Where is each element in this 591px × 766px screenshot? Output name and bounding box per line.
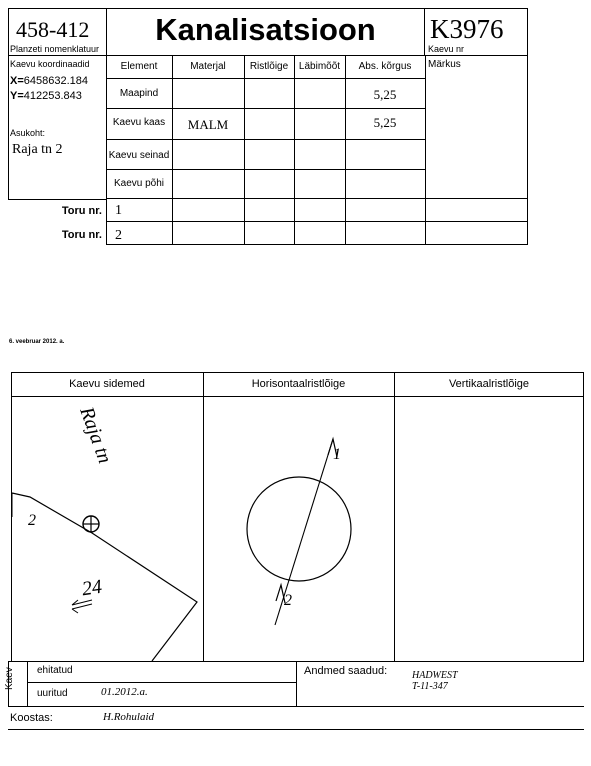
pipe-value: 1 <box>115 203 122 218</box>
sheet-number: 458-412 <box>16 17 90 42</box>
date-note: 6. veebruar 2012. a. <box>9 339 65 345</box>
row-element: Kaevu põhi <box>113 178 165 189</box>
table-row-divider <box>106 139 425 140</box>
col-header-material: Materjal <box>190 61 226 72</box>
col-header-remark: Märkus <box>428 59 461 70</box>
coords-caption: Kaevu koordinaadid <box>10 59 90 69</box>
pipe-label: Toru nr. <box>61 229 102 241</box>
footer-row-divider <box>27 682 297 683</box>
table-row-divider <box>106 198 528 199</box>
row-height: 5,25 <box>373 87 397 102</box>
well-number: K3976 <box>430 14 504 44</box>
pipe-1-label: 1 <box>333 446 341 463</box>
sketch-label-2: 2 <box>28 512 36 529</box>
sketch-street-label: Raja tn <box>75 404 116 467</box>
table-col-divider <box>345 55 346 245</box>
location-value: Raja tn 2 <box>12 142 63 157</box>
row-material: MALM <box>187 117 229 132</box>
surveyed-value: 01.2012.a. <box>101 686 148 698</box>
table-row-divider <box>106 108 425 109</box>
footer-side-divider <box>27 661 28 707</box>
footer-side-label: Kaev <box>4 667 15 690</box>
built-label: ehitatud <box>37 665 73 676</box>
col-header-section: Ristlõige <box>249 61 289 72</box>
data-source-code: T-11-347 <box>412 681 448 692</box>
row-element: Kaevu seinad <box>108 150 170 161</box>
well-circle <box>247 477 351 581</box>
sketch-label-24: 24 <box>80 575 104 601</box>
well-caption: Kaevu nr <box>428 44 465 54</box>
compiled-value: H.Rohulaid <box>103 711 155 723</box>
coord-x-label: X= <box>10 75 24 87</box>
panel-title-left: Kaevu sidemed <box>69 378 145 390</box>
table-col-divider <box>244 55 245 245</box>
row-element: Maapind <box>119 88 159 99</box>
col-header-abs-height: Abs. kõrgus <box>358 61 412 72</box>
building-outline <box>12 493 197 661</box>
coord-y-label: Y= <box>10 90 24 102</box>
location-caption: Asukoht: <box>10 128 46 138</box>
table-col-divider <box>425 55 426 245</box>
horizontal-section-sketch <box>204 397 393 661</box>
footer-bottom-line <box>8 729 584 730</box>
compiled-label: Koostas: <box>10 712 53 724</box>
table-row-divider <box>106 78 425 79</box>
entrance-arrow-icon <box>72 600 92 613</box>
pipe-value: 2 <box>115 228 122 243</box>
data-source-value: HADWEST <box>412 670 458 681</box>
coord-x-value: 6458632.184 <box>23 75 88 87</box>
page-title: Kanalisatsioon <box>155 12 376 47</box>
table-row-divider <box>106 169 425 170</box>
table-row-divider <box>106 221 528 222</box>
data-source-label: Andmed saadud: <box>304 665 388 677</box>
panel-title-right: Vertikaalristlõige <box>448 378 530 390</box>
row-element: Kaevu kaas <box>112 117 166 128</box>
surveyed-label: uuritud <box>37 688 68 699</box>
table-col-divider <box>294 55 295 245</box>
panel-title-middle: Horisontaalristlõige <box>251 378 346 390</box>
panel-divider <box>394 372 395 662</box>
sheet-caption: Planzeti nomenklatuur <box>10 44 100 54</box>
manhole-icon <box>83 516 99 532</box>
pipe-2-label: 2 <box>284 592 292 609</box>
coord-x <box>10 75 88 87</box>
pipe-label: Toru nr. <box>61 205 102 217</box>
coord-y <box>10 90 82 102</box>
table-col-divider <box>172 55 173 245</box>
col-header-diameter: Läbimõõt <box>298 61 341 72</box>
row-height: 5,25 <box>373 115 397 130</box>
col-header-element: Element <box>120 61 158 72</box>
coord-y-value: 412253.843 <box>23 90 82 102</box>
